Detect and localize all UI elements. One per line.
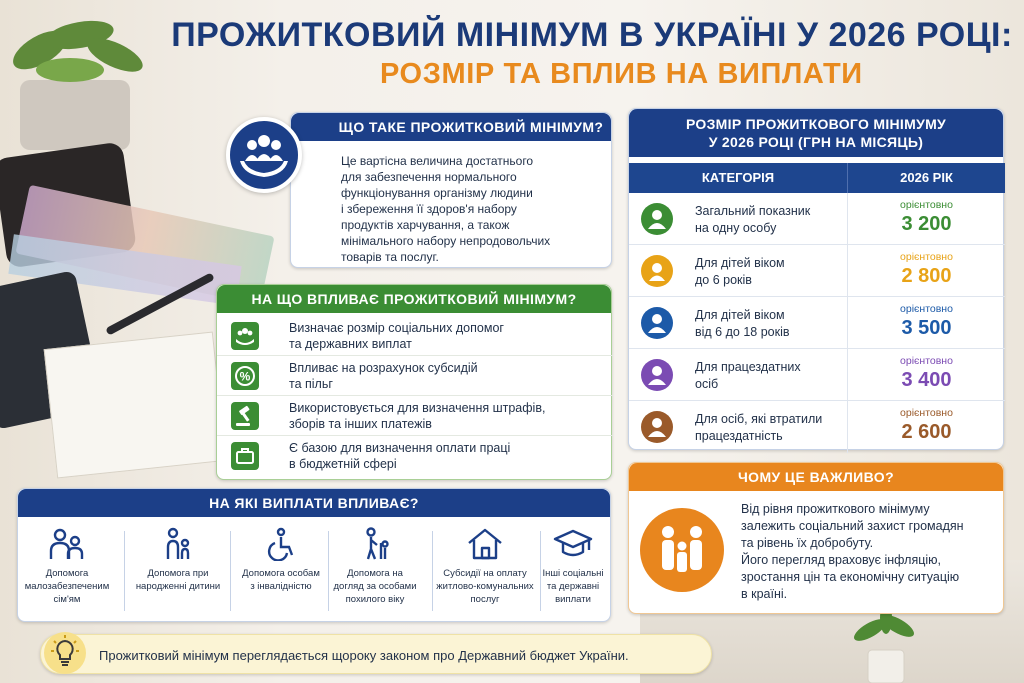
payment-item: Субсидії на оплату житлово-комунальних послуг [430, 523, 540, 617]
affects-title: НА ЩО ВПЛИВАЄ ПРОЖИТКОВИЙ МІНІМУМ? [217, 285, 611, 313]
teen-icon [641, 307, 673, 339]
parent-child-icon [158, 527, 198, 561]
value-cell: орієнтовно 3 200 [847, 193, 1005, 245]
column-header-year: 2026 РІК [847, 163, 1005, 193]
affects-item: % Впливає на розрахунок субсидій та пільг [217, 357, 613, 396]
table-row: Загальний показник на одну особу орієнтовно 3 200 [629, 193, 1005, 245]
lightbulb-icon [44, 632, 86, 674]
wheelchair-icon [261, 527, 301, 561]
what-is-title: ЩО ТАКЕ ПРОЖИТКОВИЙ МІНІМУМ? [291, 113, 611, 141]
info-note [40, 634, 712, 674]
what-is-card [290, 112, 612, 268]
payment-item: Допомога особам з інвалідністю [232, 523, 330, 617]
payment-item: Допомога на догляд за особами похилого віку [326, 523, 424, 617]
why-important-text: Від рівня прожиткового мінімуму залежить соціальний захист громадян та рівень їх добробуту. Його перегляд враховує інфляцію, зростання цін та економічну ситуацію в країні. [741, 502, 964, 601]
value-cell: орієнтовно 2 800 [847, 245, 1005, 297]
info-note-text: Прожитковий мінімум переглядається щороку законом про Державний бюджет України. [99, 648, 629, 663]
payment-item: Допомога малозабезпеченим сім'ям [18, 523, 116, 617]
page-subtitle: РОЗМІР ТА ВПЛИВ НА ВИПЛАТИ [380, 58, 863, 90]
payments-card [17, 488, 611, 622]
briefcase-icon [231, 442, 259, 470]
affects-item: Є базою для визначення оплати праці в бюджетній сфері [217, 437, 613, 476]
hands-people-icon [231, 322, 259, 350]
what-is-text: Це вартісна величина достатнього для забезпечення нормального функціонування організму людини і збереження її здоров'я набору продуктів харчування, а також мінімального набору непродовольчих товарів та послуг. [341, 154, 551, 264]
graduation-cap-icon [553, 527, 593, 561]
page-title: ПРОЖИТКОВИЙ МІНІМУМ В УКРАЇНІ У 2026 РОЦІ: [171, 16, 1013, 54]
table-row: Для працездатних осіб орієнтовно 3 400 [629, 349, 1005, 401]
plant-decoration [0, 0, 160, 150]
svg-text:%: % [239, 369, 251, 384]
divider [124, 531, 125, 611]
payment-item: Допомога при народженні дитини [129, 523, 227, 617]
affects-item: Використовується для визначення штрафів, зборів та інших платежів [217, 397, 613, 436]
column-header-category: КАТЕГОРІЯ [701, 170, 775, 185]
gavel-icon [231, 402, 259, 430]
table-title: РОЗМІР ПРОЖИТКОВОГО МІНІМУМУ У 2026 РОЦІ (ГРН НА МІСЯЦЬ) [629, 109, 1003, 157]
community-hands-icon [226, 117, 302, 193]
affects-card [216, 284, 612, 480]
house-icon [465, 527, 505, 561]
table-row: Для дітей віком від 6 до 18 років орієнтовно 3 500 [629, 297, 1005, 349]
affects-item: Визначає розмір соціальних допомог та державних виплат [217, 317, 613, 356]
divider [230, 531, 231, 611]
value-cell: орієнтовно 3 500 [847, 297, 1005, 349]
value-cell: орієнтовно 3 400 [847, 349, 1005, 401]
value-cell: орієнтовно 2 600 [847, 401, 1005, 453]
person-icon [641, 203, 673, 235]
family-icon [640, 508, 724, 592]
percent-icon [231, 362, 259, 390]
table-row: Для дітей віком до 6 років орієнтовно 2 800 [629, 245, 1005, 297]
elderly-person-icon [641, 411, 673, 443]
payment-item: Інші соціальні та державні виплати [536, 523, 610, 617]
notebook-decoration [44, 331, 227, 478]
why-important-title: ЧОМУ ЦЕ ВАЖЛИВО? [629, 463, 1003, 491]
elderly-icon [355, 527, 395, 561]
family-icon [47, 527, 87, 561]
subsistence-table [628, 108, 1004, 450]
table-row: Для осіб, які втратили працездатність орієнтовно 2 600 [629, 401, 1005, 453]
child-icon [641, 255, 673, 287]
payments-title: НА ЯКІ ВИПЛАТИ ВПЛИВАЄ? [18, 489, 610, 517]
table-header-row [629, 163, 1005, 193]
worker-icon [641, 359, 673, 391]
